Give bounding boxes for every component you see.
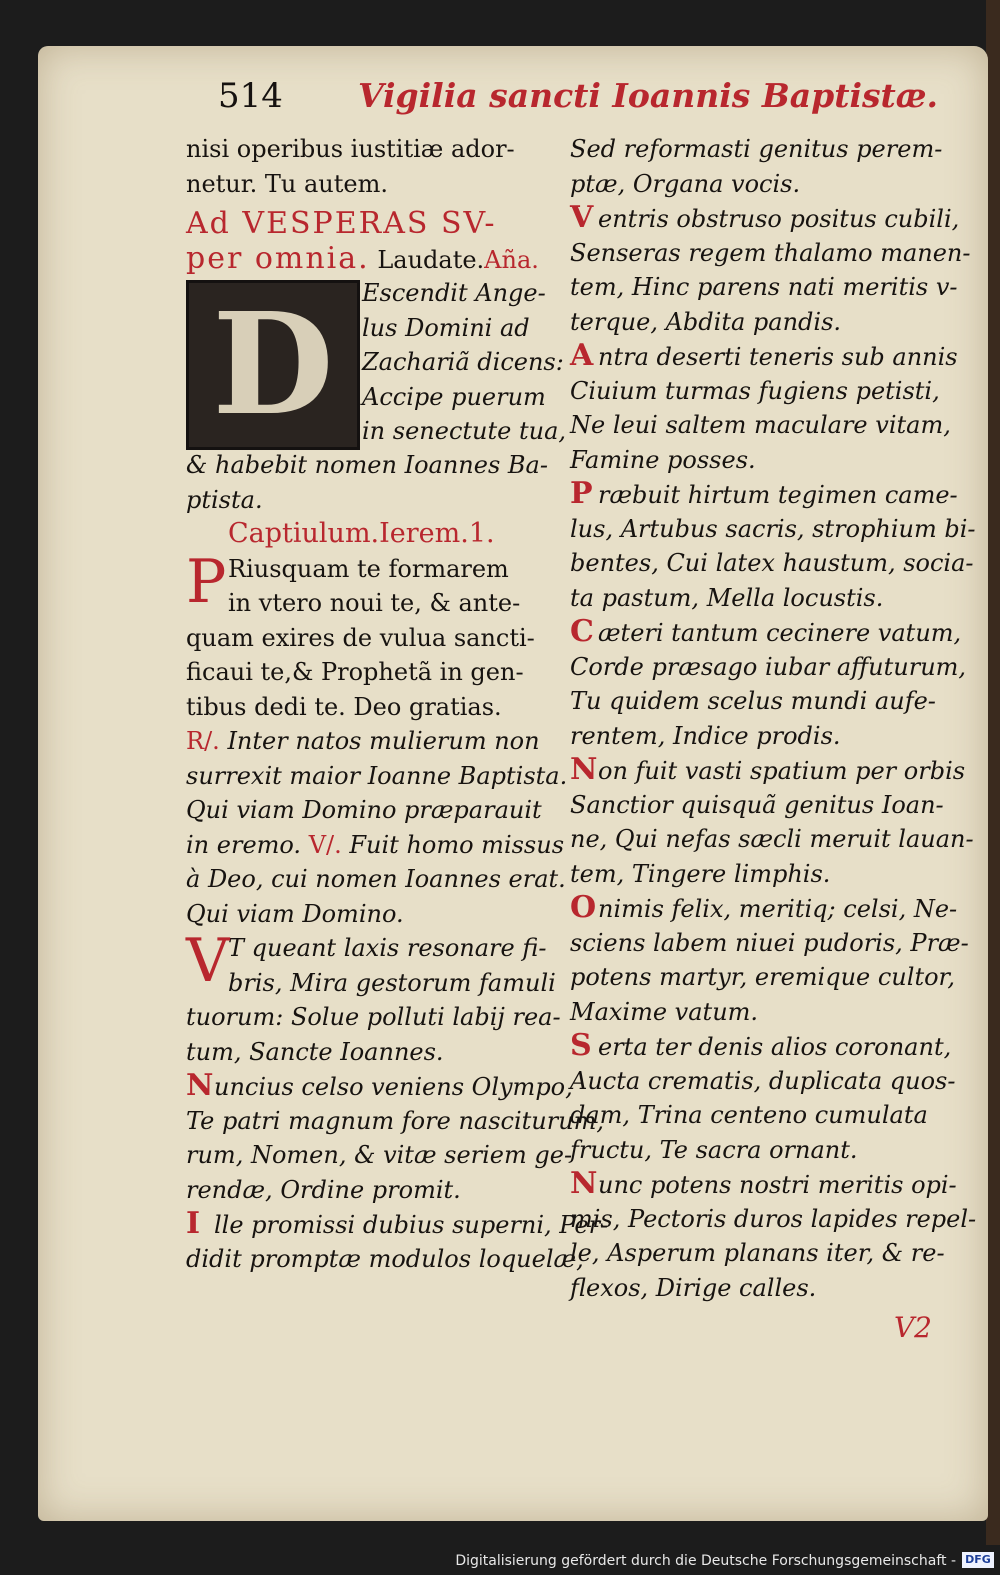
text-line: Accipe puerum	[362, 382, 546, 411]
psalm-incipit: Laudate.	[369, 245, 485, 274]
book-spine-edge	[986, 0, 1000, 1545]
text-line: Ne leui saltem maculare vitam,	[570, 411, 951, 439]
text-line: Onimis felix, meritiq; celsi, Ne-	[570, 890, 958, 925]
text-line: nisi operibus iustitiæ ador-	[186, 135, 515, 163]
versicle-mark: V/.	[308, 830, 342, 859]
red-initial: I	[186, 1206, 201, 1241]
red-initial: N	[570, 1166, 598, 1201]
text-line: Senseras regem thalamo manen-	[570, 238, 971, 267]
hymn-block	[186, 926, 556, 1000]
dropcap-text	[362, 276, 566, 449]
text-line: Qui viam Domino præparauit	[186, 796, 542, 824]
left-column	[186, 132, 609, 1276]
text-line: in eremo. V/. Fuit homo missus	[186, 830, 565, 859]
text-line: rum, Nomen, & vitæ seriem ge-	[186, 1141, 573, 1169]
text-line: Sanctior quisquã genitus Ioan-	[570, 790, 944, 819]
text-line: ne, Qui nefas sæcli meruit lauan-	[570, 825, 974, 853]
text-line: Nunc potens nostri meritis opi-	[570, 1166, 957, 1201]
woodcut-initial-image	[186, 280, 360, 450]
red-initial: A	[570, 338, 594, 373]
book-page	[38, 46, 988, 1521]
responsory-mark: R/.	[186, 727, 220, 755]
text-line: in vtero noui te, & ante-	[228, 589, 521, 617]
woodcut-letter: D	[212, 283, 334, 447]
section-heading: Ad VESPERAS SV-	[186, 206, 497, 241]
text-line: flexos, Dirige calles.	[570, 1273, 817, 1302]
chapter-heading: Captiulum.Ierem.1.	[228, 518, 495, 549]
text-line: sciens labem niuei pudoris, Præ-	[570, 928, 969, 957]
antiphon-label: Aña.	[484, 245, 539, 274]
page-number: 514	[218, 76, 283, 116]
catchword: V2	[893, 1311, 932, 1344]
text-line: tuorum: Solue polluti labij rea-	[186, 1003, 561, 1031]
text-line: terque, Abdita pandis.	[570, 307, 842, 336]
text-line: tem, Tingere limphis.	[570, 859, 831, 888]
text-line: Tu quidem scelus mundi aufe-	[570, 687, 936, 715]
text-line: Zachariã dicens:	[362, 348, 564, 376]
text-line: Escendit Ange-	[362, 279, 546, 307]
red-initial: S	[570, 1028, 592, 1063]
text-line: tem, Hinc parens nati meritis v-	[570, 273, 958, 301]
text-line: tibus dedi te. Deo gratias.	[186, 692, 502, 721]
big-initial-p: P	[186, 546, 227, 617]
text-line: Non fuit vasti spatium per orbis	[570, 752, 966, 787]
text-line: bentes, Cui latex haustum, socia-	[570, 549, 974, 577]
text-line: Aucta crematis, duplicata quos-	[570, 1066, 956, 1095]
red-initial: O	[570, 890, 597, 925]
text-line: R/. Inter natos mulierum non	[186, 727, 540, 755]
text-line: quam exires de vulua sancti-	[186, 623, 535, 652]
text-line: Te patri magnum fore nasciturum,	[186, 1106, 605, 1135]
text-line	[186, 242, 551, 277]
text-line: ficaui te,& Prophetã in gen-	[186, 658, 524, 686]
text-line: & habebit nomen Ioannes Ba-	[186, 451, 548, 479]
text-line: potens martyr, eremique cultor,	[570, 963, 955, 991]
text-line: Qui viam Domino.	[186, 899, 404, 928]
red-initial: N	[186, 1068, 214, 1103]
text-line: A ntra deserti teneris sub annis	[570, 338, 958, 373]
footer-credit: Digitalisierung gefördert durch die Deutsche Forschungsgemeinschaft -	[455, 1553, 956, 1569]
text-line: I lle promissi dubius superni, Per-	[186, 1206, 609, 1241]
text-line: à Deo, cui nomen Ioannes erat.	[186, 865, 566, 893]
text-line: Ciuium turmas fugiens petisti,	[570, 376, 940, 405]
text-line: didit promptæ modulos loquelæ,	[186, 1244, 584, 1273]
text-line: fructu, Te sacra ornant.	[570, 1135, 858, 1164]
text-line: V entris obstruso positus cubili,	[570, 200, 960, 235]
capitulum-block	[186, 546, 551, 725]
text-line: ptæ, Organa vocis.	[570, 169, 801, 198]
text-line: dam, Trina centeno cumulata	[570, 1101, 928, 1129]
text-line: surrexit maior Ioanne Baptista.	[186, 761, 568, 790]
text-line: T queant laxis resonare fi-	[228, 934, 547, 962]
text-line: Riusquam te formarem	[228, 554, 509, 583]
red-initial: P	[570, 476, 593, 511]
red-initial: C	[570, 614, 594, 649]
text-line: Maxime vatum.	[570, 997, 759, 1026]
text-line: Corde præsago iubar affuturum,	[570, 652, 967, 681]
text-line: C æteri tantum cecinere vatum,	[570, 614, 962, 649]
section-heading-cont: per omnia.	[186, 240, 370, 276]
text-line: mis, Pectoris duros lapides repel-	[570, 1204, 977, 1233]
running-head: Vigilia sancti Ioannis Baptistæ.	[358, 76, 939, 115]
text-line: in senectute tua,	[362, 417, 566, 445]
text-line: Sed reformasti genitus perem-	[570, 135, 943, 163]
text-line: lus, Artubus sacris, strophium bi-	[570, 514, 976, 543]
right-column	[570, 132, 977, 1346]
text-line: rendæ, Ordine promit.	[186, 1175, 461, 1204]
text-line: ta pastum, Mella locustis.	[570, 583, 884, 612]
text-line: P ræbuit hirtum tegimen came-	[570, 476, 958, 511]
dfg-logo: DFG	[962, 1552, 994, 1568]
text-line: ptista.	[186, 485, 263, 514]
text-line: netur. Tu autem.	[186, 169, 388, 198]
text-line: Nuncius celso veniens Olympo,	[186, 1068, 573, 1103]
text-line: S erta ter denis alios coronant,	[570, 1028, 952, 1063]
text-line: bris, Mira gestorum famuli	[228, 968, 556, 997]
digitization-footer	[0, 1547, 1000, 1575]
text-line: rentem, Indice prodis.	[570, 721, 841, 750]
text-line: lus Domini ad	[362, 313, 530, 342]
page-header	[38, 76, 988, 126]
text-line: Famine posses.	[570, 445, 756, 474]
text-line: le, Asperum planans iter, & re-	[570, 1239, 945, 1267]
dropcap-block	[186, 276, 566, 448]
red-initial: V	[570, 200, 594, 235]
big-initial-v: V	[186, 926, 230, 996]
text-line: tum, Sancte Ioannes.	[186, 1037, 444, 1066]
red-initial: N	[570, 752, 598, 787]
